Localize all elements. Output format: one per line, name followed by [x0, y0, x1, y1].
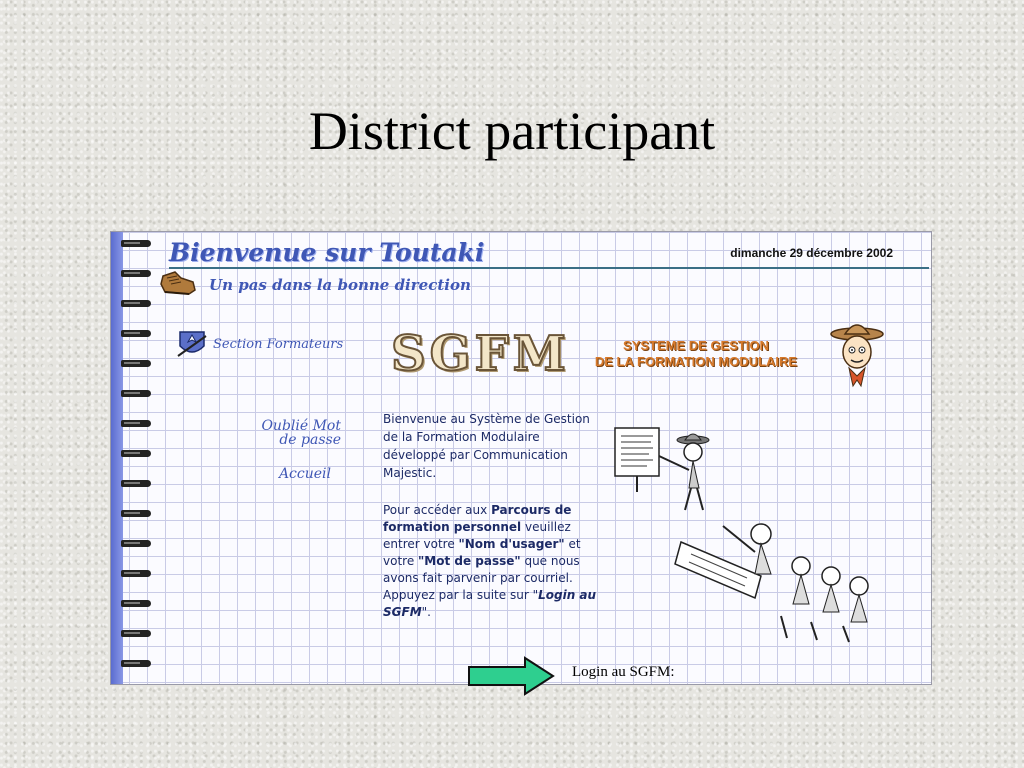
section-formateurs-label: Section Formateurs: [213, 336, 344, 352]
access-text-2: Parcours de formation personnel: [383, 503, 572, 534]
login-arrow-icon: [467, 656, 555, 696]
access-text-3: veuillez entrer votre: [383, 520, 571, 551]
forgot-password-link[interactable]: [241, 419, 341, 447]
access-text-5: et votre: [383, 537, 581, 568]
scout-emblem-icon: [175, 328, 209, 360]
welcome-title: Bienvenue sur Toutaki: [169, 238, 485, 267]
section-formateurs-link[interactable]: [175, 328, 343, 360]
system-title-line1: SYSTEME DE GESTION: [623, 338, 769, 353]
access-text-8: Login au SGFM: [383, 588, 597, 619]
slide-title: District participant: [308, 101, 716, 161]
scouts-parade-illustration: [611, 426, 881, 646]
login-link[interactable]: Login au SGFM:: [572, 664, 675, 680]
access-text-4: "Nom d'usager": [458, 537, 565, 551]
access-text-1: Pour accéder aux: [383, 503, 492, 517]
hiking-boot-icon: [159, 268, 197, 298]
access-text-6: "Mot de passe": [418, 554, 521, 568]
subtitle: Un pas dans la bonne direction: [209, 276, 471, 294]
scout-mascot-icon: [829, 320, 885, 392]
access-text-9: ".: [421, 605, 431, 619]
website-screenshot: [110, 231, 932, 685]
forgot-password-line2: de passe: [279, 432, 341, 448]
system-title: [581, 338, 811, 370]
access-instructions: [383, 502, 603, 621]
system-title-line2: DE LA FORMATION MODULAIRE: [594, 354, 798, 369]
date-text: dimanche 29 décembre 2002: [730, 246, 893, 260]
notebook-binding: [111, 232, 157, 684]
sgfm-logo: SGFM: [391, 326, 570, 382]
intro-text: Bienvenue au Système de Gestion de la Formation Modulaire développé par Communication Majestic.: [383, 412, 590, 480]
home-link[interactable]: Accueil: [278, 466, 331, 482]
header-divider: [169, 267, 929, 269]
forgot-password-line1: Oublié Mot: [261, 418, 341, 434]
access-text-7: que nous avons fait parvenir par courriel. Appuyez par la suite sur ": [383, 554, 580, 602]
